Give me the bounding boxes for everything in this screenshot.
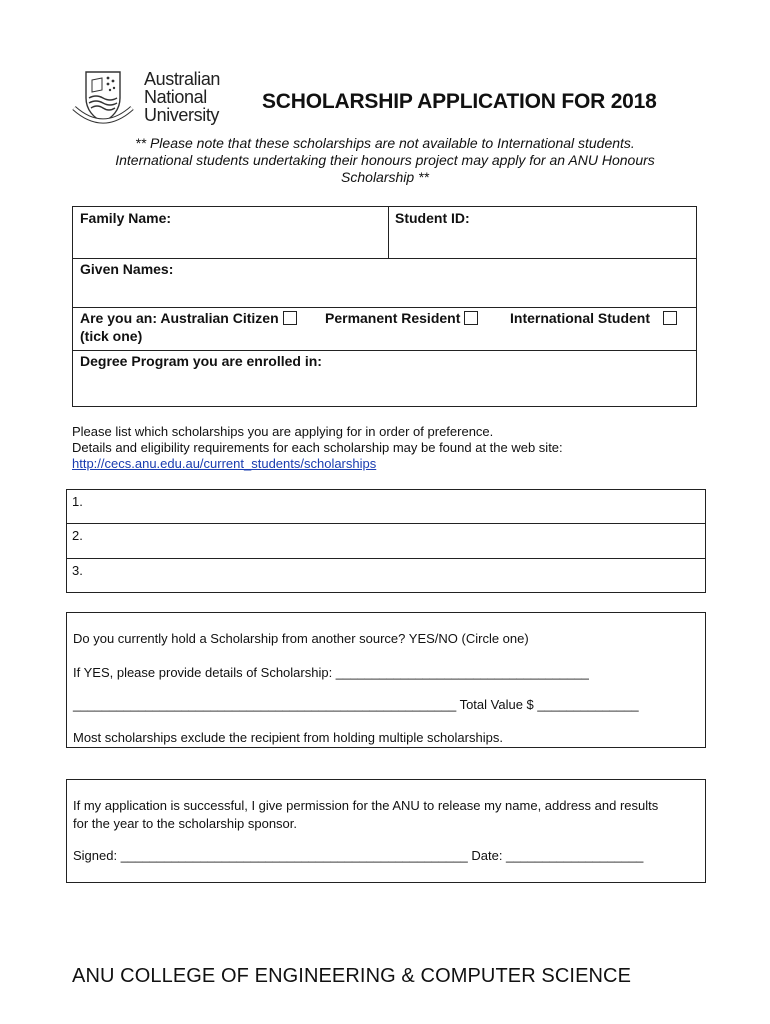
eligibility-note — [70, 135, 700, 186]
divider — [73, 350, 696, 351]
instructions — [72, 424, 563, 472]
divider — [73, 258, 696, 259]
note-line-3: Scholarship ** — [341, 169, 429, 185]
page-title: SCHOLARSHIP APPLICATION FOR 2018 — [262, 90, 657, 113]
total-value-line[interactable]: _____________________________________________________ Total Value $ ______________ — [73, 697, 639, 712]
given-names-field[interactable] — [80, 261, 173, 277]
note-line-1: ** Please note that these scholarships are not available to International students. — [135, 135, 635, 151]
permanent-resident-label: Permanent Resident — [325, 310, 461, 326]
australian-citizen-checkbox[interactable] — [283, 311, 297, 325]
permission-box — [66, 779, 706, 883]
divider — [73, 307, 696, 308]
degree-program-label: Degree Program you are enrolled in: — [80, 353, 322, 369]
scholarships-link[interactable]: http://cecs.anu.edu.au/current_students/scholarships — [72, 456, 377, 471]
divider — [67, 558, 705, 559]
scholarship-details-line[interactable]: If YES, please provide details of Scholarship: ___________________________________ — [73, 665, 589, 680]
logo-line-3: University — [144, 105, 220, 125]
instructions-line-2: Details and eligibility requirements for each scholarship may be found at the web site: — [72, 440, 563, 455]
family-name-field[interactable] — [80, 210, 171, 226]
permission-line-1: If my application is successful, I give permission for the ANU to release my name, address and results — [73, 798, 659, 813]
tick-one-hint: (tick one) — [80, 328, 143, 344]
family-name-label: Family Name: — [80, 210, 172, 226]
anu-crest-icon — [70, 68, 136, 130]
anu-logo — [70, 68, 220, 128]
international-student-checkbox[interactable] — [663, 311, 677, 325]
permanent-resident-option — [325, 310, 478, 326]
residency-label: Are you an: Australian Citizen — [80, 310, 279, 326]
logo-line-1: Australian — [144, 69, 221, 89]
given-names-label: Given Names: — [80, 261, 174, 277]
student-id-label: Student ID: — [395, 210, 470, 226]
multiple-scholarships-note: Most scholarships exclude the recipient from holding multiple scholarships. — [73, 730, 503, 745]
residency-question — [80, 310, 297, 326]
international-student-option — [510, 310, 677, 326]
divider — [388, 207, 389, 258]
degree-program-field[interactable] — [80, 353, 322, 369]
instructions-line-1: Please list which scholarships you are applying for in order of preference. — [72, 424, 494, 439]
divider — [67, 523, 705, 524]
permission-line-2: for the year to the scholarship sponsor. — [73, 816, 298, 831]
preference-row-2[interactable]: 2. — [72, 528, 83, 543]
other-scholarship-question[interactable]: Do you currently hold a Scholarship from another source? YES/NO (Circle one) — [73, 631, 529, 646]
preference-row-3[interactable]: 3. — [72, 563, 83, 578]
international-student-label: International Student — [510, 310, 650, 326]
note-line-2: International students undertaking their honours project may apply for an ANU Honours — [115, 152, 655, 168]
student-id-field[interactable] — [395, 210, 470, 226]
college-footer: ANU COLLEGE OF ENGINEERING & COMPUTER SCIENCE — [72, 965, 632, 987]
personal-details-table — [72, 206, 697, 407]
other-scholarship-box — [66, 612, 706, 748]
permanent-resident-checkbox[interactable] — [464, 311, 478, 325]
preferences-table — [66, 489, 706, 593]
logo-wordmark — [144, 70, 220, 124]
signature-date-line[interactable]: Signed: ________________________________________________ Date: ___________________ — [73, 848, 644, 863]
logo-line-2: National — [144, 87, 207, 107]
preference-row-1[interactable]: 1. — [72, 494, 83, 509]
